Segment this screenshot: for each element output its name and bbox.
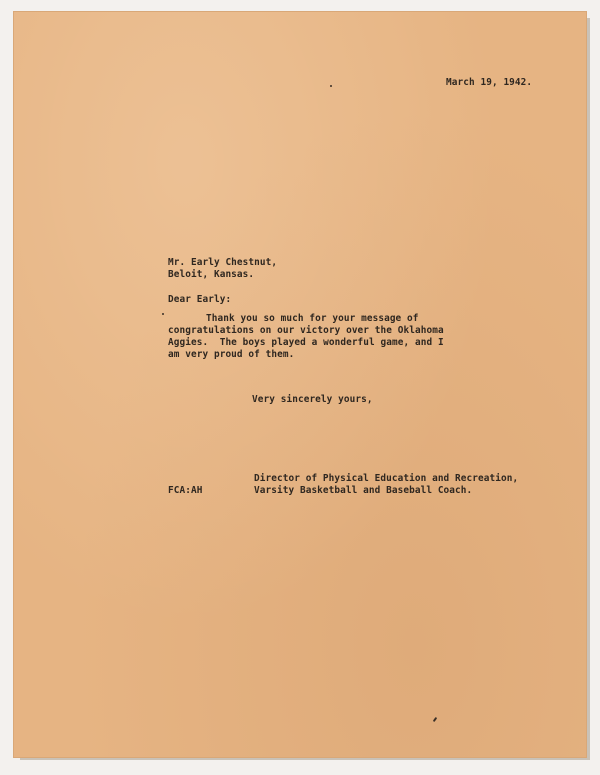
- recipient-name: Mr. Early Chestnut,: [168, 257, 278, 268]
- salutation: Dear Early:: [168, 294, 232, 305]
- signature-title-line: Varsity Basketball and Baseball Coach.: [254, 485, 473, 496]
- body-line: congratulations on our victory over the Oklahoma: [168, 325, 444, 336]
- body-line: Thank you so much for your message of: [206, 313, 419, 324]
- body-line: Aggies. The boys played a wonderful game, and I: [168, 337, 444, 348]
- signature-title-line: Director of Physical Education and Recreation,: [254, 473, 519, 484]
- reference-initials: FCA:AH: [168, 485, 203, 496]
- paper-speck: [162, 313, 164, 315]
- paper-speck: [330, 85, 332, 87]
- closing: Very sincerely yours,: [252, 394, 373, 405]
- page-shadow-bottom: [20, 757, 590, 760]
- letter-date: March 19, 1942.: [446, 77, 533, 88]
- page-shadow-right: [586, 18, 590, 759]
- recipient-address: Beloit, Kansas.: [168, 269, 255, 280]
- letter-page: [14, 12, 586, 757]
- body-line: am very proud of them.: [168, 349, 295, 360]
